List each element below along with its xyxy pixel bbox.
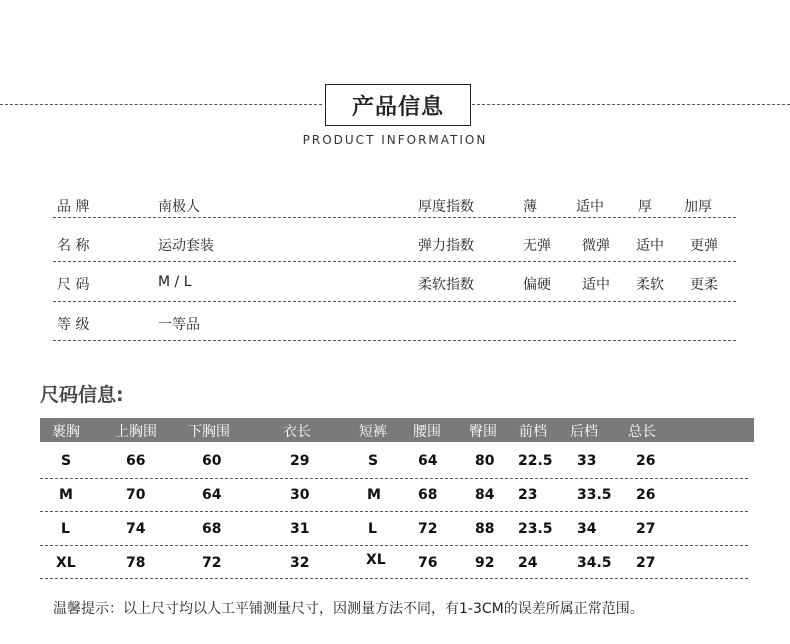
column-header: 裹胸	[52, 424, 80, 440]
table-cell: XL	[56, 555, 76, 571]
table-cell: 33.5	[577, 487, 612, 503]
row-divider	[40, 578, 748, 579]
info-value: M / L	[158, 274, 192, 290]
table-cell: 33	[577, 453, 597, 469]
table-cell: M	[59, 487, 73, 503]
table-cell: 72	[202, 555, 222, 571]
table-cell: L	[368, 521, 377, 537]
table-cell: 24	[518, 555, 538, 571]
table-cell: 31	[290, 521, 310, 537]
column-header: 后档	[570, 424, 598, 440]
column-header: 总长	[628, 424, 656, 440]
info-option: 适中	[576, 199, 604, 215]
table-cell: S	[61, 453, 72, 469]
info-label: 等 级	[57, 317, 90, 333]
table-cell: 76	[418, 555, 438, 571]
info-option: 加厚	[684, 199, 712, 215]
info-label: 尺 码	[57, 277, 90, 293]
info-option: 薄	[523, 199, 537, 215]
title-divider-right	[472, 104, 790, 105]
row-divider	[53, 340, 736, 341]
table-cell: 66	[126, 453, 146, 469]
row-divider	[40, 545, 748, 546]
table-cell: 92	[475, 555, 495, 571]
row-divider	[53, 301, 736, 302]
info-label: 品 牌	[57, 199, 90, 215]
table-cell: 30	[290, 487, 310, 503]
table-cell: 68	[202, 521, 222, 537]
info-value: 一等品	[158, 317, 200, 333]
table-cell: 23.5	[518, 521, 553, 537]
page-subtitle: PRODUCT INFORMATION	[302, 133, 488, 147]
table-cell: 22.5	[518, 453, 553, 469]
info-option: 偏硬	[523, 277, 551, 293]
column-header: 下胸围	[188, 424, 230, 440]
table-cell: 26	[636, 487, 656, 503]
table-cell: L	[61, 521, 70, 537]
column-header: 短裤	[359, 424, 387, 440]
table-cell: 72	[418, 521, 438, 537]
size-section-title: 尺码信息:	[40, 384, 124, 406]
info-prop: 厚度指数	[418, 199, 474, 215]
table-cell: 70	[126, 487, 146, 503]
table-cell: 88	[475, 521, 495, 537]
info-option: 更柔	[690, 277, 718, 293]
column-header: 腰围	[413, 424, 441, 440]
size-note: 温馨提示：以上尺寸均以人工平铺测量尺寸，因测量方法不同，有1-3CM的误差所属正常范围。	[53, 601, 644, 617]
info-option: 厚	[638, 199, 652, 215]
table-cell: 32	[290, 555, 310, 571]
table-cell: 80	[475, 453, 495, 469]
row-divider	[53, 261, 736, 262]
table-cell: 29	[290, 453, 310, 469]
info-option: 微弹	[582, 238, 610, 254]
row-divider	[53, 217, 736, 218]
table-cell: XL	[366, 552, 386, 568]
info-option: 柔软	[636, 277, 664, 293]
table-cell: 27	[636, 555, 656, 571]
table-cell: 60	[202, 453, 222, 469]
table-cell: 34.5	[577, 555, 612, 571]
table-cell: 84	[475, 487, 495, 503]
table-cell: S	[368, 453, 379, 469]
info-prop: 柔软指数	[418, 277, 474, 293]
table-cell: 64	[202, 487, 222, 503]
info-option: 无弹	[523, 238, 551, 254]
info-option: 更弹	[690, 238, 718, 254]
info-option: 适中	[636, 238, 664, 254]
table-cell: 68	[418, 487, 438, 503]
column-header: 上胸围	[115, 424, 157, 440]
table-cell: 26	[636, 453, 656, 469]
column-header: 前档	[519, 424, 547, 440]
column-header: 臀围	[469, 424, 497, 440]
table-cell: 64	[418, 453, 438, 469]
info-value: 运动套装	[158, 238, 214, 254]
column-header: 衣长	[283, 424, 311, 440]
table-cell: 74	[126, 521, 146, 537]
row-divider	[40, 478, 748, 479]
page-title: 产品信息	[325, 84, 471, 126]
info-option: 适中	[582, 277, 610, 293]
table-cell: 27	[636, 521, 656, 537]
table-cell: 23	[518, 487, 538, 503]
info-prop: 弹力指数	[418, 238, 474, 254]
row-divider	[40, 511, 748, 512]
table-cell: 34	[577, 521, 597, 537]
info-value: 南极人	[158, 199, 200, 215]
info-label: 名 称	[57, 238, 90, 254]
table-cell: M	[367, 487, 381, 503]
title-divider-left	[0, 104, 322, 105]
table-cell: 78	[126, 555, 146, 571]
